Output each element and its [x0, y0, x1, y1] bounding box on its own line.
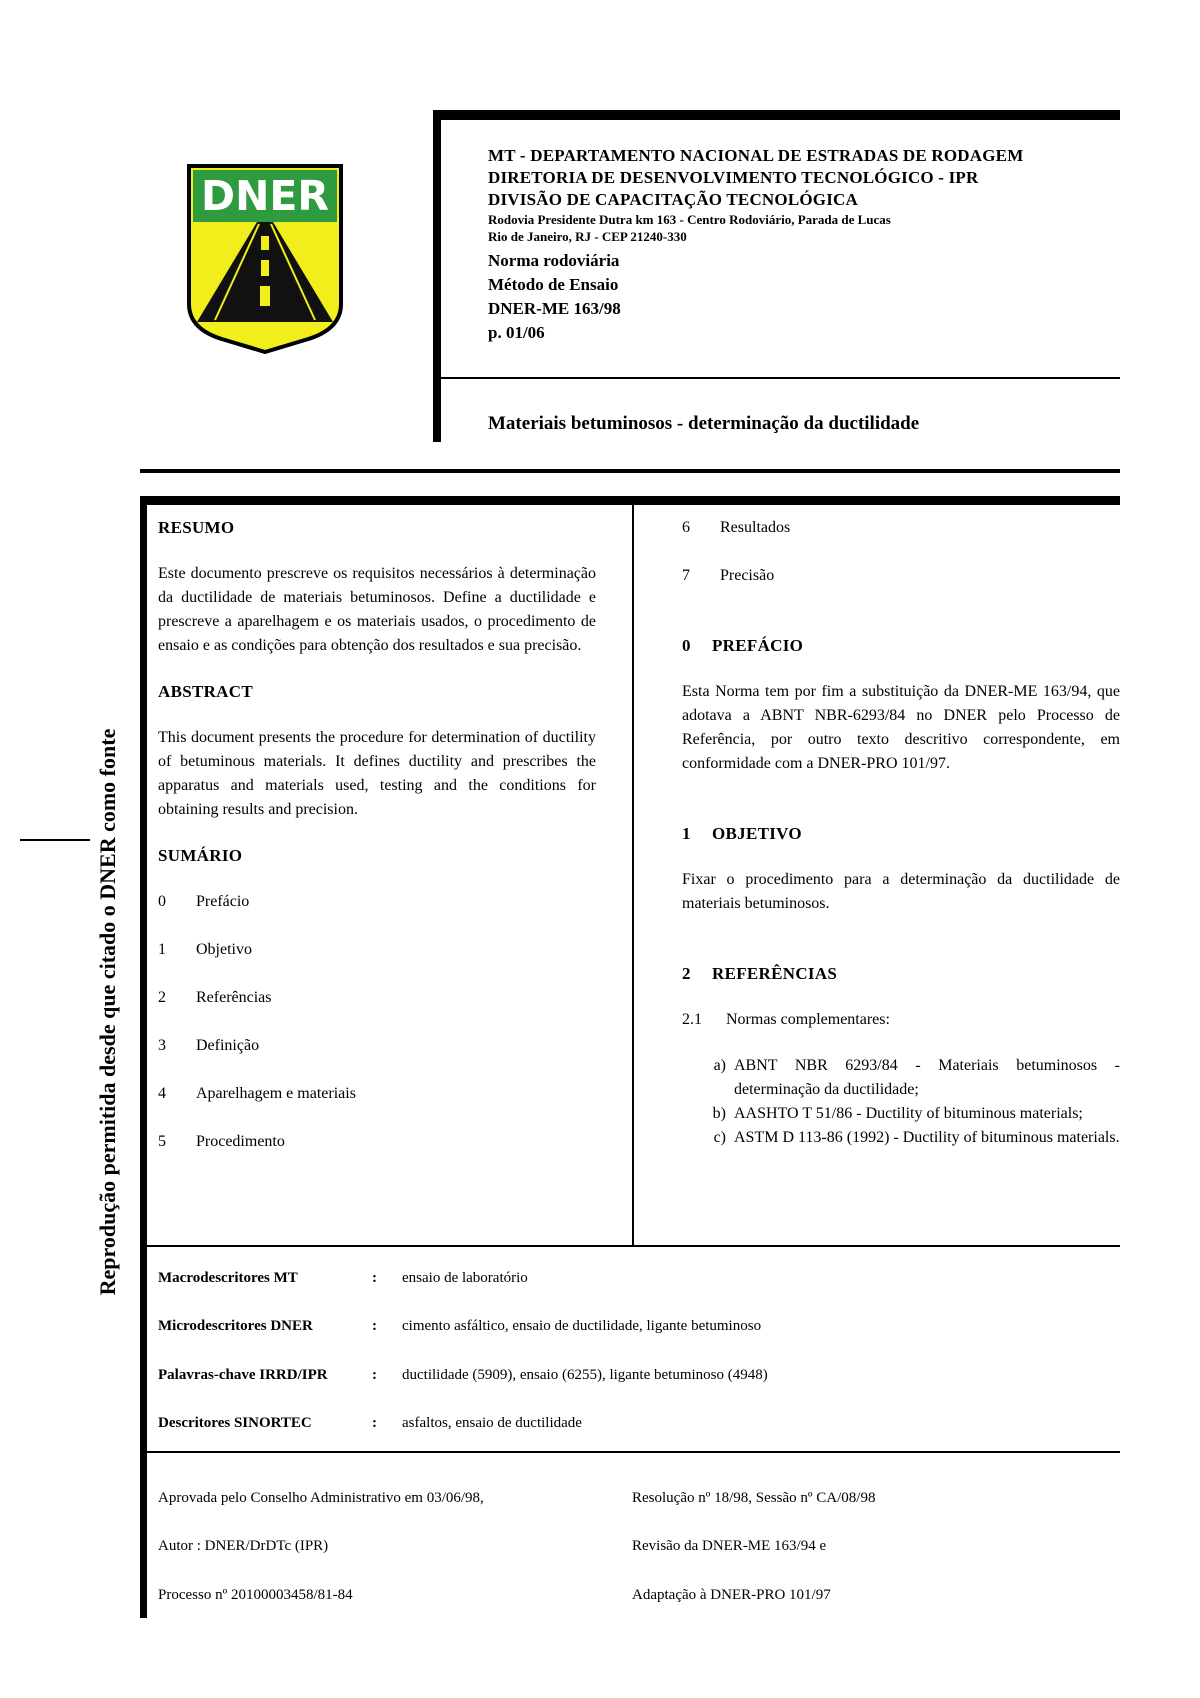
author: Autor : DNER/DrDTc (IPR) — [158, 1538, 329, 1554]
toc-item: 4 Aparelhagem e materiais — [158, 1085, 356, 1102]
dner-logo — [185, 162, 345, 354]
resumo-text: Este documento prescreve os requisitos necessários à determinação da ductilidade de materiais betuminosos. Define a ductilidade e prescreve a aparelhagem e os materiais usados, o procedimento de ensaio e as condições para obtenção dos resultados e sua precisão. — [158, 565, 596, 654]
header-mid-rule — [441, 377, 1120, 379]
page-separator-rule — [140, 469, 1120, 473]
header-left-rule — [433, 110, 441, 442]
address-line-1: Rodovia Presidente Dutra km 163 - Centro Rodoviário, Parada de Lucas — [488, 212, 891, 227]
reference-item: a) ABNT NBR 6293/84 - Materiais betuminosos - determinação da ductilidade; — [713, 1057, 1120, 1098]
abstract-heading: ABSTRACT — [158, 682, 253, 701]
header-block — [488, 145, 1128, 345]
body-bottom-rule — [140, 1245, 1120, 1247]
doc-code: DNER-ME 163/98 — [488, 299, 621, 318]
prefacio-heading: 0 PREFÁCIO — [682, 636, 804, 655]
toc-item: 6 Resultados — [682, 519, 791, 536]
svg-text:DNER: DNER — [201, 172, 329, 220]
sumario-heading: SUMÁRIO — [158, 846, 243, 865]
doc-page: p. 01/06 — [488, 323, 545, 342]
header-top-rule — [433, 110, 1120, 120]
body-top-rule — [140, 496, 1120, 505]
org-line-2: DIRETORIA DE DESENVOLVIMENTO TECNOLÓGICO - IPR — [488, 168, 979, 187]
body-left-rule — [140, 496, 147, 1618]
subsection-2-1: 2.1 Normas complementares: — [682, 1011, 890, 1028]
reference-item: c) ASTM D 113-86 (1992) - Ductility of bituminous materials. — [713, 1129, 1120, 1146]
dner-shield-icon — [185, 162, 345, 354]
descriptors-bottom-rule — [140, 1451, 1120, 1453]
abstract-text: This document presents the procedure for determination of ductility of betuminous materials. It defines ductility and prescribes the apparatus and materials used, testing and the conditions for obtaining results and precision. — [158, 729, 596, 818]
document-title: Materiais betuminosos - determinação da ductilidade — [488, 413, 920, 434]
reference-item: b) AASHTO T 51/86 - Ductility of bituminous materials; — [712, 1105, 1083, 1122]
prefacio-text: Esta Norma tem por fim a substituição da DNER-ME 163/94, que adotava a ABNT NBR-6293/84 no DNER pelo Processo de Referência, por outro texto descritivo correspondente, em conformidade com a DNER-PRO 101/97. — [682, 683, 1120, 772]
toc-item: 5 Procedimento — [158, 1133, 285, 1150]
org-line-3: DIVISÃO DE CAPACITAÇÃO TECNOLÓGICA — [488, 190, 858, 209]
referencias-heading: 2 REFERÊNCIAS — [682, 964, 838, 983]
summary-list — [158, 890, 596, 1154]
approval-date: Aprovada pelo Conselho Administrativo em 03/06/98, — [158, 1490, 484, 1506]
right-column — [682, 516, 1120, 1150]
process-number: Processo nº 20100003458/81-84 — [158, 1587, 353, 1603]
side-tick-rule — [20, 839, 90, 841]
objetivo-text: Fixar o procedimento para a determinação da ductilidade de materiais betuminosos. — [682, 871, 1120, 912]
org-line-1: MT - DEPARTAMENTO NACIONAL DE ESTRADAS DE RODAGEM — [488, 146, 1024, 165]
doc-kind: Método de Ensaio — [488, 275, 619, 294]
toc-item: 7 Precisão — [682, 567, 775, 584]
toc-item: 0 Prefácio — [158, 893, 250, 910]
left-column — [158, 516, 596, 1154]
toc-item: 2 Referências — [158, 989, 272, 1006]
resumo-heading: RESUMO — [158, 518, 235, 537]
column-divider — [632, 505, 634, 1245]
toc-item: 1 Objetivo — [158, 941, 252, 958]
revision: Revisão da DNER-ME 163/94 e — [632, 1538, 827, 1554]
references-list — [682, 1054, 1120, 1150]
toc-item: 3 Definição — [158, 1037, 260, 1054]
objetivo-heading: 1 OBJETIVO — [682, 824, 802, 843]
resolution: Resolução nº 18/98, Sessão nº CA/08/98 — [632, 1490, 876, 1506]
doc-type: Norma rodoviária — [488, 251, 620, 270]
reproduction-note: Reprodução permitida desde que citado o DNER como fonte — [95, 728, 120, 1296]
address-line-2: Rio de Janeiro, RJ - CEP 21240-330 — [488, 229, 687, 244]
adaptation: Adaptação à DNER-PRO 101/97 — [632, 1587, 831, 1603]
